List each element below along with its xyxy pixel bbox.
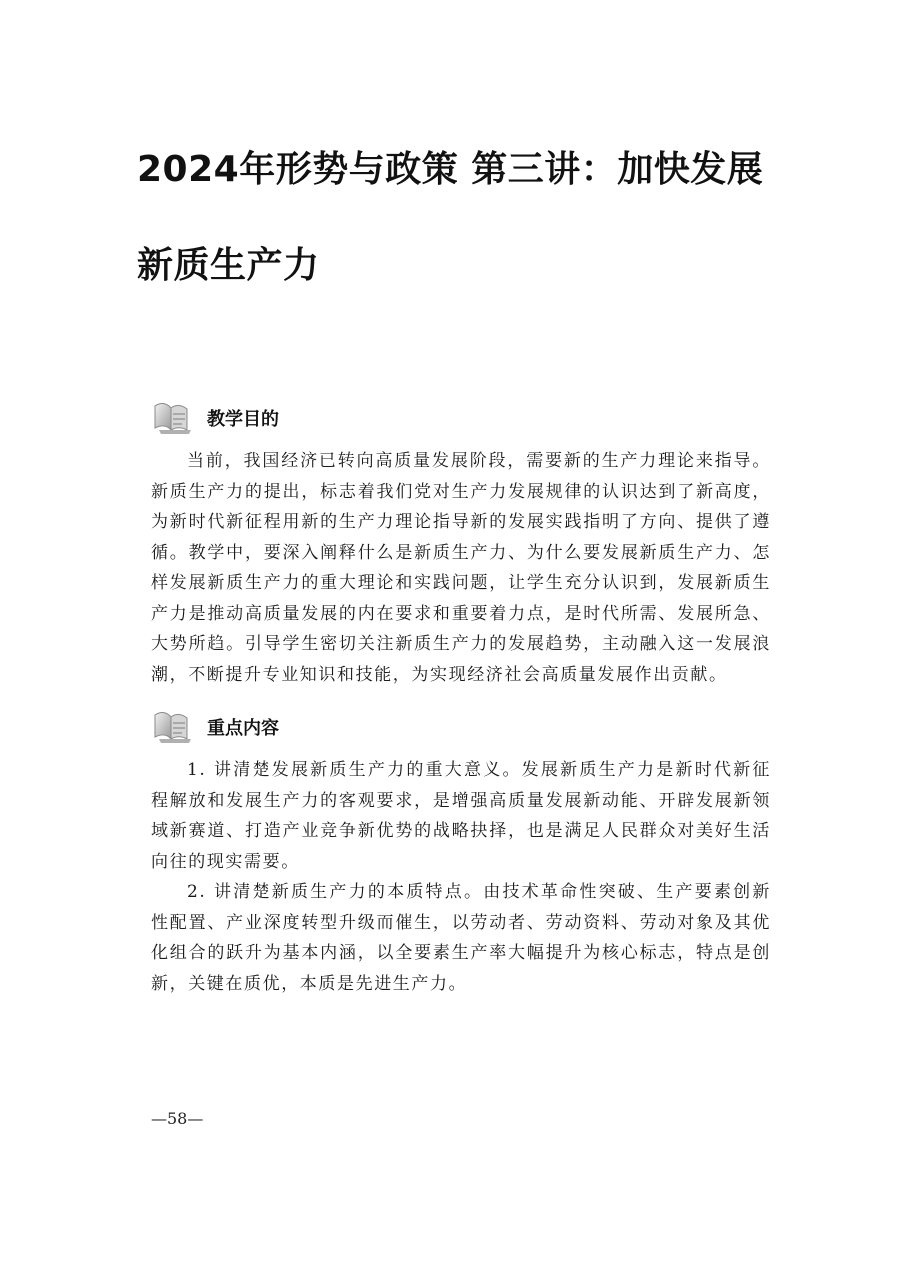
- book-icon: [151, 709, 195, 745]
- section-title: 重点内容: [207, 718, 279, 739]
- paragraph: 当前，我国经济已转向高质量发展阶段，需要新的生产力理论来指导。新质生产力的提出，标志着我们党对生产力发展规律的认识达到了新高度，为新时代新征程用新的生产力理论指导新的发展实践指明了方向、提供了遵循。教学中，要深入阐释什么是新质生产力、为什么要发展新质生产力、怎样发展新质生产力的重大理论和实践问题，让学生充分认识到，发展新质生产力是推动高质量发展的内在要求和重要着力点，是时代所需、发展所急、大势所趋。引导学生密切关注新质生产力的发展趋势，主动融入这一发展浪潮，不断提升专业知识和技能，为实现经济社会高质量发展作出贡献。: [151, 451, 771, 685]
- section-heading-row: [151, 398, 771, 438]
- book-icon: [151, 400, 195, 436]
- section-teaching-objectives: [151, 398, 771, 690]
- page-title: 2024年形势与政策 第三讲：加快发展新质生产力: [137, 149, 764, 286]
- section-key-content: [151, 707, 771, 999]
- paragraph: 2. 讲清楚新质生产力的本质特点。由技术革命性突破、生产要素创新性配置、产业深度转型升级而催生，以劳动者、劳动资料、劳动对象及其优化组合的跃升为基本内涵，以全要素生产率大幅提升为核心标志，特点是创新，关键在质优，本质是先进生产力。: [151, 882, 771, 994]
- section-heading-row: [151, 707, 771, 747]
- paragraph: 1. 讲清楚发展新质生产力的重大意义。发展新质生产力是新时代新征程解放和发展生产力的客观要求，是增强高质量发展新动能、开辟发展新领域新赛道、打造产业竞争新优势的战略抉择，也是满足人民群众对美好生活向往的现实需要。: [151, 760, 771, 872]
- page-number: —58—: [151, 1109, 204, 1128]
- section-title: 教学目的: [207, 409, 279, 430]
